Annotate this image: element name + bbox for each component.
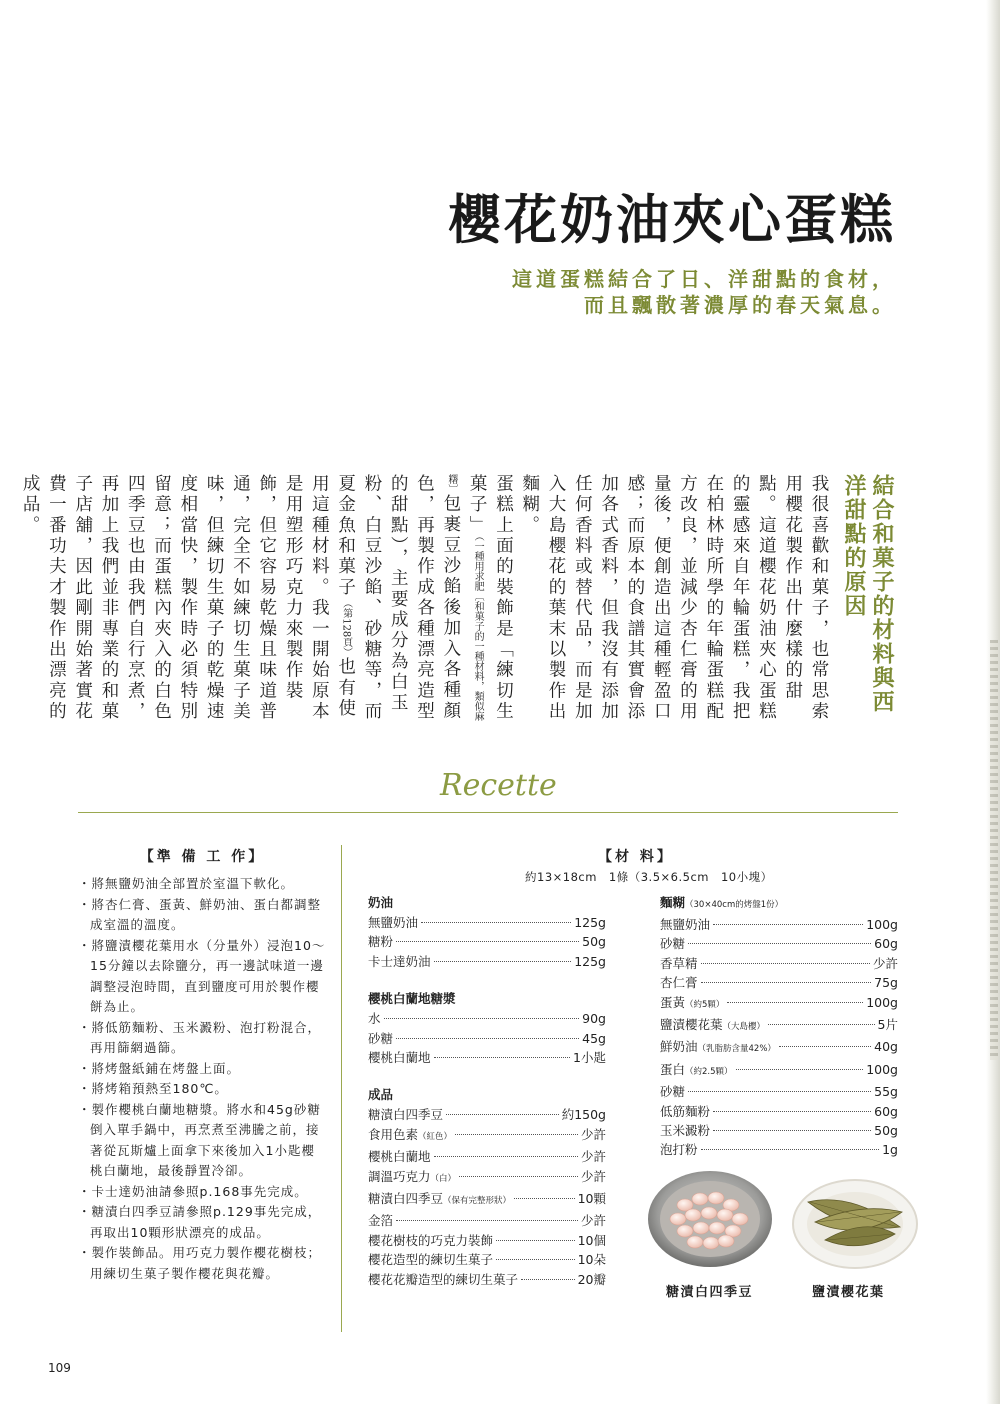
ingredient-note: （乳脂肪含量42%） [697,1044,776,1055]
dotted-leader [496,1240,575,1241]
dotted-leader [384,1018,580,1019]
ingredient-name: 櫻花花瓣造型的練切生菓子 [368,1271,519,1287]
ingredient-row [660,1060,898,1082]
ingredient-name: 卡士達奶油 [368,953,431,969]
ingredient-quantity: 90g [582,1011,606,1027]
ingredient-row [660,934,898,953]
dotted-leader [713,1130,871,1131]
dotted-leader [713,1111,871,1112]
ingredient-quantity: 50g [874,1123,898,1139]
ingredient-quantity: 125g [574,953,606,969]
section-divider [78,812,898,813]
dotted-leader [736,1069,864,1070]
ingredient-row [368,1029,606,1048]
ingredient-quantity: 10顆 [577,1191,606,1207]
ingredient-quantity: 少許 [580,1126,606,1142]
group-name: 成品 [368,1087,394,1103]
ingredient-name: 砂糖 [660,1084,686,1100]
ingredient-row [368,1167,606,1189]
ingredient-quantity: 5片 [877,1017,898,1033]
article-paragraph-2-cont: 包裹豆沙餡後加入各種顏色，再製作成各種漂亮造型的甜點），主要成分為白玉粉、白豆沙餡、砂糖等，而夏金魚和菓子 [335,474,461,723]
ingredient-name: 糖粉 [368,934,394,950]
dotted-leader [779,1046,871,1047]
dotted-leader [434,1156,578,1157]
article-vertical-text [17,474,896,734]
ingredient-name: 低筋麵粉 [660,1103,711,1119]
ingredient-row [368,1048,606,1067]
article-paragraph-1: 我很喜歡和菓子，也常思索用櫻花製作出什麼樣的甜點。這道櫻花奶油夾心蛋糕的靈感來自年輪蛋糕，我把在柏林時所學的年輪蛋糕配方改良，並減少杏仁膏的用量後，便創造出這種輕盈口感；而原本的食譜其實會添加各式香料，但我沒有添加任何香料或替代品，而是加入大島櫻花的葉末以製作出麵糊。 [519,474,829,723]
ingredient-quantity: 100g [866,994,898,1010]
ingredient-row [368,1250,606,1269]
article-paragraph-2-text: 蛋糕上面的裝飾是「練切生菓子」 [467,474,514,723]
ingredient-quantity: 50g [582,934,606,950]
ingredient-row [660,1121,898,1140]
ingredient-name: 糖漬白四季豆 [368,1107,444,1123]
photo-pickled-leaves [790,1172,920,1272]
ingredient-row [660,993,898,1015]
ingredient-name: 金箔 [368,1213,394,1229]
dotted-leader [421,922,571,923]
ingredient-note: （約2.5顆） [685,1066,733,1077]
dotted-leader [768,1024,875,1025]
dotted-leader [701,1149,880,1150]
ingredient-note: （紅色） [418,1131,453,1142]
ingredient-name: 櫻花造型的練切生菓子 [368,1252,494,1268]
ingredient-name: 鹽漬櫻花葉 [660,1017,723,1033]
ingredient-row [660,1102,898,1121]
ingredient-row [368,952,606,971]
ingredient-quantity: 少許 [580,1168,606,1184]
article-note-2: （第128頁） [340,598,352,658]
prep-item: ・ 糖漬白四季豆請參照p.129事先完成，再取出10顆形狀漂亮的成品。 [78,1202,328,1243]
ingredient-name: 食用色素 [368,1126,419,1142]
ingredient-row [368,932,606,951]
ingredient-name: 玉米澱粉 [660,1123,711,1139]
ingredient-row [660,973,898,992]
dotted-leader [701,982,872,983]
article-paragraph-2-end: 也有使用這種材料。我一開始原本是用塑形巧克力來製作裝飾，但它容易乾燥且味道普通，完全不如練切生菓子美味，但練切生菓子的乾燥速度相當快，製作時必須特別留意；而蛋糕內夾入的白色四季豆也由我們自行烹煮，再加上我們並非專業的和菓子店舖，因此剛開始著實花費一番功夫才製作出漂亮的成品。 [20,474,356,723]
ingredient-name: 杏仁膏 [660,975,698,991]
ingredient-name: 水 [368,1011,381,1027]
dotted-leader [396,941,579,942]
photo-caption-pickled-leaves: 鹽漬櫻花葉 [812,1285,885,1300]
ingredient-quantity: 55g [874,1084,898,1100]
ingredient-note: （大島櫻） [722,1022,766,1033]
subtitle-line-1: 這道蛋糕結合了日、洋甜點的食材， [512,267,896,291]
ingredient-note: （約5顆） [685,999,725,1010]
ingredient-group-heading [368,989,606,1009]
ingredient-quantity: 100g [866,1061,898,1077]
ingredient-note: （保有完整形狀） [443,1196,512,1207]
ingredient-quantity: 60g [874,936,898,952]
materials-right-column [660,893,898,1160]
ingredient-quantity: 10個 [577,1232,606,1248]
ingredient-name: 蛋黃 [660,994,686,1010]
ingredient-quantity: 約150g [561,1107,606,1123]
ingredient-name: 調溫巧克力 [368,1168,431,1184]
ingredient-quantity: 1g [882,1142,898,1158]
dotted-leader [514,1198,575,1199]
ingredient-name: 糖漬白四季豆 [368,1191,444,1207]
group-spacer [368,1067,606,1085]
ingredient-row [660,1082,898,1101]
dotted-leader [434,961,572,962]
ingredient-group-heading [368,893,606,913]
photo-caption-white-beans: 糖漬白四季豆 [666,1285,754,1300]
plate-of-pickled-leaves-icon [790,1172,920,1272]
ingredient-row [660,954,898,973]
prep-item: ・ 將無鹽奶油全部置於室溫下軟化。 [78,874,328,895]
ingredient-row [660,1037,898,1059]
ingredient-name: 香草精 [660,955,698,971]
ingredient-quantity: 40g [874,1039,898,1055]
materials-left-column [368,893,606,1289]
ingredient-row [368,1270,606,1289]
prep-item: ・ 製作櫻桃白蘭地糖漿。將水和45g砂糖倒入單手鍋中，再烹煮至沸騰之前，接著從瓦斯爐上面拿下來後加入1小匙櫻桃白蘭地，最後靜置冷卻。 [78,1100,328,1182]
ingredient-row [660,915,898,934]
ingredient-row [368,1231,606,1250]
ingredient-quantity: 125g [574,915,606,930]
ingredient-group-heading [660,893,898,915]
dotted-leader [459,1176,578,1177]
dotted-leader [521,1279,575,1280]
prep-item: ・ 將烤盤紙鋪在烤盤上面。 [78,1059,328,1080]
ingredient-quantity: 10朵 [577,1252,606,1268]
ingredient-quantity: 少許 [580,1213,606,1229]
materials-heading: 【材 料】 [598,849,674,865]
ingredient-name: 櫻桃白蘭地 [368,1050,431,1066]
dotted-leader [455,1134,578,1135]
prep-list [78,874,328,1284]
ingredient-name: 無鹽奶油 [660,917,711,932]
group-note: （30×40cm的烤盤1份） [685,900,784,910]
ingredient-name: 泡打粉 [660,1142,698,1158]
article-note-1: （一種用求肥〔和菓子的一種材料，類似麻糬〕 [445,474,484,722]
dotted-leader [713,924,863,925]
ingredient-row [660,1140,898,1159]
group-name: 櫻桃白蘭地糖漿 [368,991,456,1007]
ingredient-name: 櫻花樹枝的巧克力裝飾 [368,1232,494,1248]
ingredient-quantity: 60g [874,1103,898,1119]
bowl-of-white-beans-icon [645,1165,775,1270]
column-divider [341,845,342,1332]
prep-item: ・ 製作裝飾品。用巧克力製作櫻花樹枝；用練切生菓子製作櫻花與花瓣。 [78,1243,328,1284]
dotted-leader [396,1038,579,1039]
group-spacer [368,971,606,989]
ingredient-row [368,1211,606,1230]
prep-item: ・ 卡士達奶油請參照p.168事先完成。 [78,1182,328,1203]
ingredient-name: 蛋白 [660,1061,686,1077]
prep-heading: 【準 備 工 作】 [139,849,266,865]
ingredient-quantity: 45g [582,1030,606,1046]
prep-item: ・ 將鹽漬櫻花葉用水（分量外）浸泡10～15分鐘以去除鹽分，再一邊試味道一邊調整浸泡時間，直到鹽度可用於製作櫻餅為止。 [78,936,328,1018]
page-edge-strip [986,0,1000,1404]
ingredient-name: 櫻桃白蘭地 [368,1149,431,1165]
photo-white-beans [645,1165,775,1270]
ingredient-row [368,1189,606,1211]
prep-item: ・ 將低筋麵粉、玉米澱粉、泡打粉混合，再用篩網過篩。 [78,1018,328,1059]
dotted-leader [396,1220,578,1221]
prep-item: ・ 將烤箱預熱至180℃。 [78,1079,328,1100]
ingredient-quantity: 少許 [580,1149,606,1165]
ingredient-name: 無鹽奶油 [368,915,419,930]
ingredient-group-heading [368,1085,606,1105]
dotted-leader [434,1057,571,1058]
ingredient-row [368,1125,606,1147]
ingredient-name: 砂糖 [368,1030,394,1046]
dotted-leader [701,963,870,964]
dotted-leader [446,1114,559,1115]
dotted-leader [688,1091,871,1092]
ingredient-quantity: 75g [874,975,898,991]
ingredient-quantity: 20瓣 [577,1271,606,1287]
recipe-subtitle [512,266,896,318]
recipe-title: 櫻花奶油夾心蛋糕 [448,189,896,251]
ingredient-row [368,1147,606,1166]
group-name: 麵糊 [660,895,686,910]
ingredient-note: （白） [430,1173,457,1184]
article-heading: 結合和菓子的材料與西洋甜點的原因 [841,474,895,714]
ingredient-row [368,913,606,932]
subtitle-line-2: 而且飄散著濃厚的春天氣息。 [584,293,896,317]
article-paragraph-2 [17,474,517,734]
dotted-leader [727,1002,863,1003]
ingredient-row [368,1009,606,1028]
ingredient-row [660,1015,898,1037]
ingredient-quantity: 1小匙 [573,1050,606,1066]
materials-yield: 約13×18cm 1條（3.5×6.5cm 10小塊） [525,870,773,884]
ingredient-row [368,1105,606,1124]
recette-label: Recette [440,768,557,803]
ingredient-quantity: 少許 [872,955,898,971]
page-number: 109 [48,1361,71,1375]
ingredient-quantity: 100g [866,917,898,932]
ingredient-name: 鮮奶油 [660,1039,698,1055]
ingredient-name: 砂糖 [660,936,686,952]
dotted-leader [496,1259,575,1260]
dotted-leader [688,943,871,944]
group-name: 奶油 [368,895,394,910]
prep-item: ・ 將杏仁膏、蛋黃、鮮奶油、蛋白都調整成室溫的溫度。 [78,895,328,936]
